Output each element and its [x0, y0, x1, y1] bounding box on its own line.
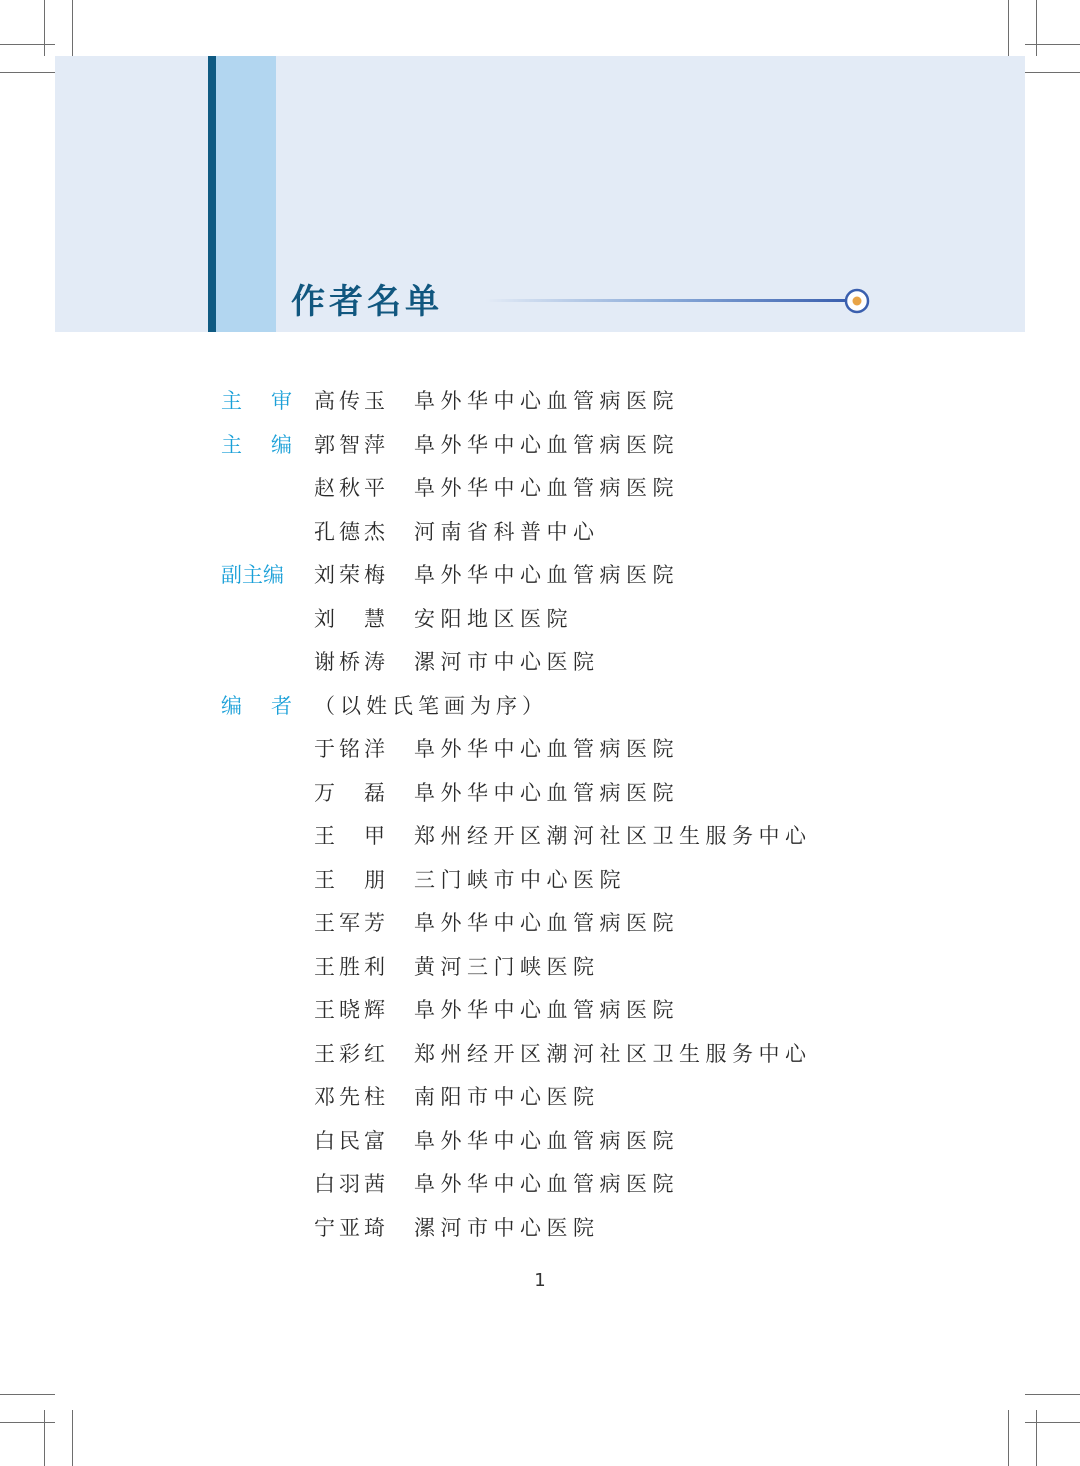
author-name: 郭智萍: [314, 432, 389, 457]
author-institution: 阜外华中心血管病医院: [414, 563, 679, 587]
author-institution: 阜外华中心血管病医院: [414, 911, 679, 935]
author-institution: 漯河市中心医院: [414, 650, 600, 674]
author-name: 王 朋: [314, 867, 389, 892]
role-label: 主 编: [221, 432, 296, 457]
author-institution: 阜外华中心血管病医院: [414, 1128, 679, 1153]
author-institution: 阜外华中心血管病医院: [414, 476, 679, 500]
author-institution: 郑州经开区潮河社区卫生服务中心: [414, 1041, 812, 1066]
author-name: 王晓辉: [314, 998, 389, 1022]
author-institution: 郑州经开区潮河社区卫生服务中心: [414, 824, 812, 848]
author-name: 王 甲: [314, 824, 389, 848]
role-label: 副主编: [221, 563, 284, 587]
author-institution: 安阳地区医院: [414, 606, 573, 631]
author-name: 孔德杰: [314, 519, 389, 544]
author-name: 刘荣梅: [314, 563, 389, 587]
author-name: 白羽茜: [314, 1172, 389, 1196]
author-institution: 阜外华中心血管病医院: [414, 389, 679, 413]
author-name: 白民富: [314, 1128, 389, 1153]
author-name: 于铭洋: [314, 737, 389, 761]
author-institution: 黄河三门峡医院: [414, 954, 600, 979]
header-accent-bar-light: [216, 56, 276, 332]
author-institution: 漯河市中心医院: [414, 1215, 600, 1240]
author-institution: 三门峡市中心医院: [414, 867, 626, 892]
author-name: 王彩红: [314, 1041, 389, 1066]
author-name: 万 磊: [314, 780, 389, 805]
role-label: 编 者: [221, 693, 296, 718]
author-institution: 阜外华中心血管病医院: [414, 432, 679, 457]
author-institution: 阜外华中心血管病医院: [414, 737, 679, 761]
header-accent-bar-dark: [208, 56, 216, 332]
page-title: 作者名单: [291, 282, 443, 322]
page-number: 1: [534, 1270, 546, 1291]
author-institution: 阜外华中心血管病医院: [414, 1172, 679, 1196]
author-name: 谢桥涛: [314, 650, 389, 674]
author-institution: 阜外华中心血管病医院: [414, 780, 679, 805]
author-name: 宁亚琦: [314, 1215, 389, 1240]
author-name: 刘 慧: [314, 606, 389, 631]
author-name: 王胜利: [314, 954, 389, 979]
author-institution: 河南省科普中心: [414, 519, 600, 544]
author-institution: 阜外华中心血管病医院: [414, 998, 679, 1022]
author-institution: 南阳市中心医院: [414, 1085, 600, 1109]
author-name: 高传玉: [314, 389, 389, 413]
author-name: 赵秋平: [314, 476, 389, 500]
author-name: 王军芳: [314, 911, 389, 935]
author-name: 邓先柱: [314, 1085, 389, 1109]
author-name: （以姓氏笔画为序）: [314, 693, 548, 718]
title-decoration-line: [485, 287, 885, 315]
role-label: 主 审: [221, 389, 296, 413]
